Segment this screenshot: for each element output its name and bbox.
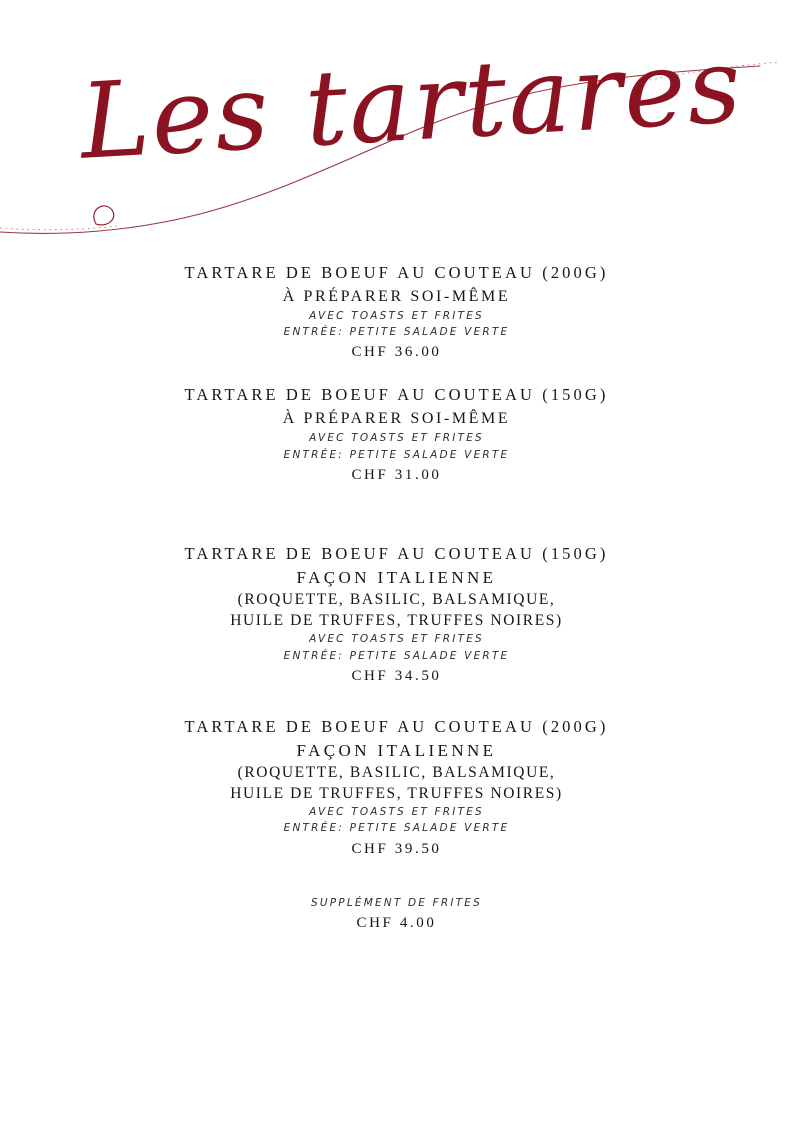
supplement-label: SUPPLÉMENT DE FRITES <box>311 896 482 909</box>
menu-item <box>0 262 793 364</box>
menu-item-name: TARTARE DE BOEUF AU COUTEAU (150G) <box>184 385 609 405</box>
menu-item-description-2: ENTRÉE: PETITE SALADE VERTE <box>283 326 510 339</box>
spacer <box>0 688 793 716</box>
menu-item-description-1: AVEC TOASTS ET FRITES <box>309 432 484 445</box>
spacer <box>0 487 793 543</box>
menu-item-description-1: AVEC TOASTS ET FRITES <box>309 633 484 646</box>
menu-item-price: CHF 39.50 <box>351 840 442 857</box>
page-title: Les tartares <box>77 23 746 183</box>
menu-item-ingredients-2: HUILE DE TRUFFES, TRUFFES NOIRES) <box>230 611 563 629</box>
menu-item-name: TARTARE DE BOEUF AU COUTEAU (150G) <box>184 543 609 563</box>
menu-item <box>0 384 793 486</box>
menu-item-subtitle: FAÇON ITALIENNE <box>296 740 497 760</box>
menu-item-description-2: ENTRÉE: PETITE SALADE VERTE <box>283 822 510 835</box>
menu-item <box>0 716 793 861</box>
menu-items-list <box>0 262 793 935</box>
menu-item-name: TARTARE DE BOEUF AU COUTEAU (200G) <box>184 716 609 736</box>
menu-item-price: CHF 34.50 <box>351 667 442 684</box>
menu-item-ingredients-2: HUILE DE TRUFFES, TRUFFES NOIRES) <box>230 784 563 802</box>
menu-item <box>0 543 793 688</box>
menu-item-name: TARTARE DE BOEUF AU COUTEAU (200G) <box>184 263 609 282</box>
menu-item-subtitle: À PRÉPARER SOI-MÊME <box>282 410 511 428</box>
menu-item-description-2: ENTRÉE: PETITE SALADE VERTE <box>283 448 510 461</box>
menu-item-description-1: AVEC TOASTS ET FRITES <box>309 309 484 322</box>
supplement-section <box>0 895 793 935</box>
menu-item-price: CHF 31.00 <box>351 466 442 483</box>
menu-item-price: CHF 36.00 <box>351 344 442 361</box>
menu-item-description-2: ENTRÉE: PETITE SALADE VERTE <box>283 649 510 662</box>
page-header <box>0 0 793 250</box>
spacer <box>0 364 793 384</box>
supplement-price: CHF 4.00 <box>356 914 437 931</box>
menu-item-description-1: AVEC TOASTS ET FRITES <box>309 806 484 819</box>
menu-item-ingredients-1: (ROQUETTE, BASILIC, BALSAMIQUE, <box>237 591 556 609</box>
menu-item-ingredients-1: (ROQUETTE, BASILIC, BALSAMIQUE, <box>237 764 556 782</box>
spacer <box>0 861 793 895</box>
menu-item-subtitle: FAÇON ITALIENNE <box>296 567 497 587</box>
menu-item-subtitle: À PRÉPARER SOI-MÊME <box>282 287 511 305</box>
